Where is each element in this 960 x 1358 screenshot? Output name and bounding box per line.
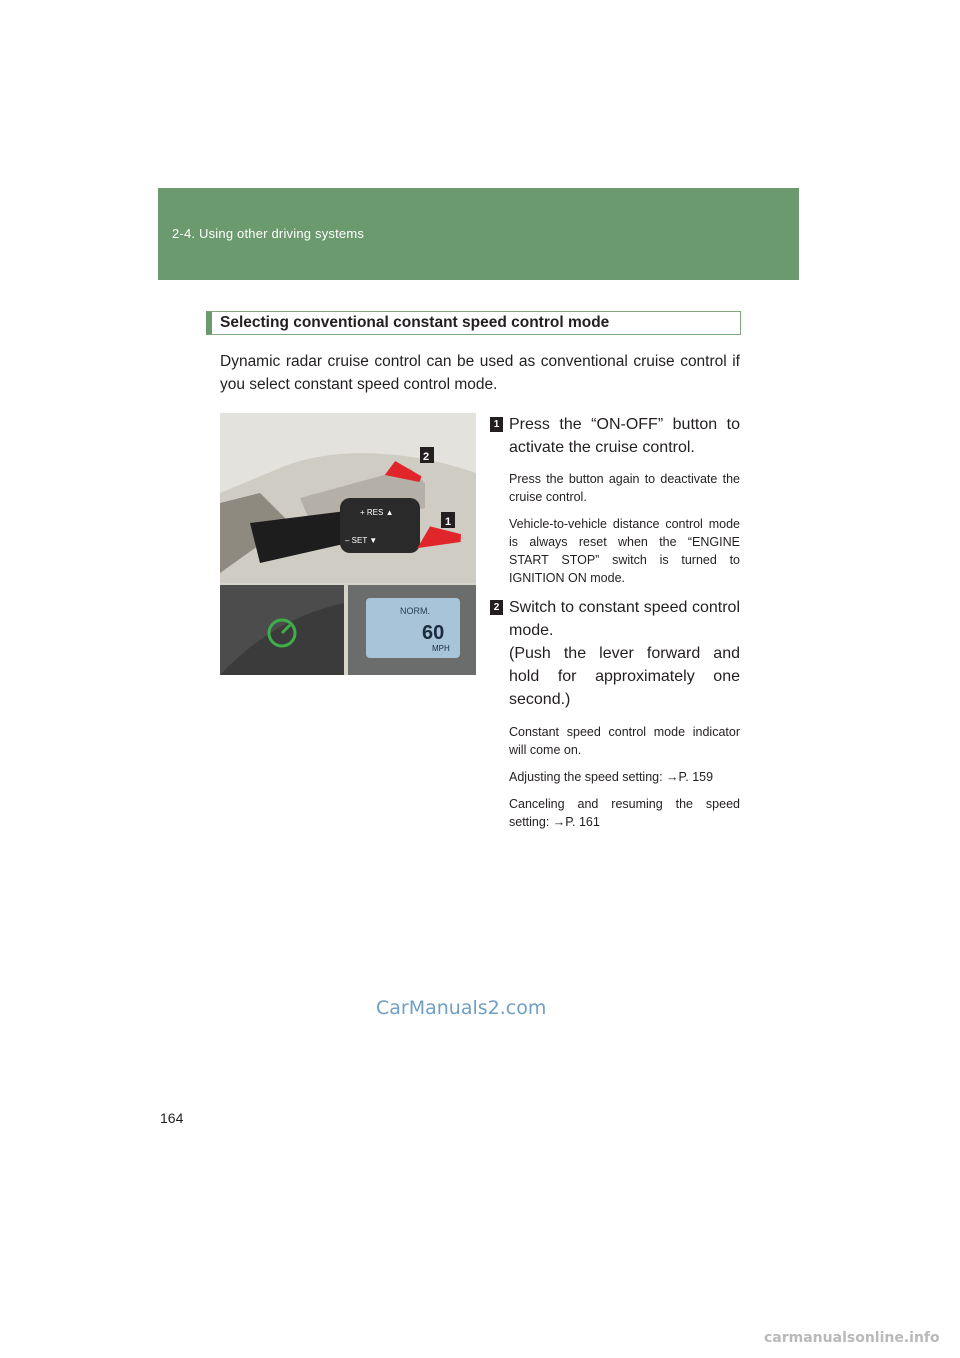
section-heading-text: Selecting conventional constant speed control mode (220, 314, 610, 331)
display-unit-text: MPH (432, 644, 450, 653)
cruise-control-photo (220, 413, 476, 675)
step-1-marker: 1 (490, 417, 503, 432)
watermark-carmanuals2: CarManuals2.com (376, 997, 547, 1019)
step-2-instruction: Switch to constant speed control mode. (509, 599, 740, 639)
step-2 (490, 596, 740, 831)
photo-illustration (220, 413, 476, 675)
arrow-press (425, 531, 460, 543)
step-1-instruction: Press the “ON-OFF” button to activate the cruise control. (509, 416, 740, 456)
step-1-note-2: Vehicle-to-vehicle distance control mode is always reset when the “ENGINE START STOP” switch is turned to IGNITION ON mode. (509, 517, 740, 585)
lever-set-label: – SET ▼ (345, 536, 378, 545)
watermark-footer: carmanualsonline.info (764, 1330, 940, 1346)
section-heading (206, 311, 741, 335)
step-2-instruction-detail: (Push the lever forward and hold for approximately one second.) (509, 645, 740, 708)
step-2-note-1: Constant speed control mode indicator will come on. (509, 725, 740, 757)
header-band (158, 188, 799, 280)
callout-2-label: 2 (423, 451, 430, 463)
display-mode-text: NORM. (400, 606, 430, 616)
step-1 (490, 413, 740, 587)
intro-paragraph: Dynamic radar cruise control can be used as conventional cruise control if you select constant speed control mode. (220, 353, 740, 393)
display-speed-text: 60 (422, 622, 445, 644)
chapter-title: 2-4. Using other driving systems (172, 226, 365, 241)
step-2-marker: 2 (490, 600, 503, 615)
step-2-note-2: Adjusting the speed setting: →P. 159 (509, 770, 714, 784)
step-1-note-1: Press the button again to deactivate the cruise control. (509, 472, 740, 504)
page-number: 164 (160, 1110, 184, 1126)
step-2-note-3: Canceling and resuming the speed setting: →P. 161 (509, 797, 740, 829)
lever-res-label: + RES ▲ (360, 508, 394, 517)
callout-1-label: 1 (445, 516, 452, 528)
